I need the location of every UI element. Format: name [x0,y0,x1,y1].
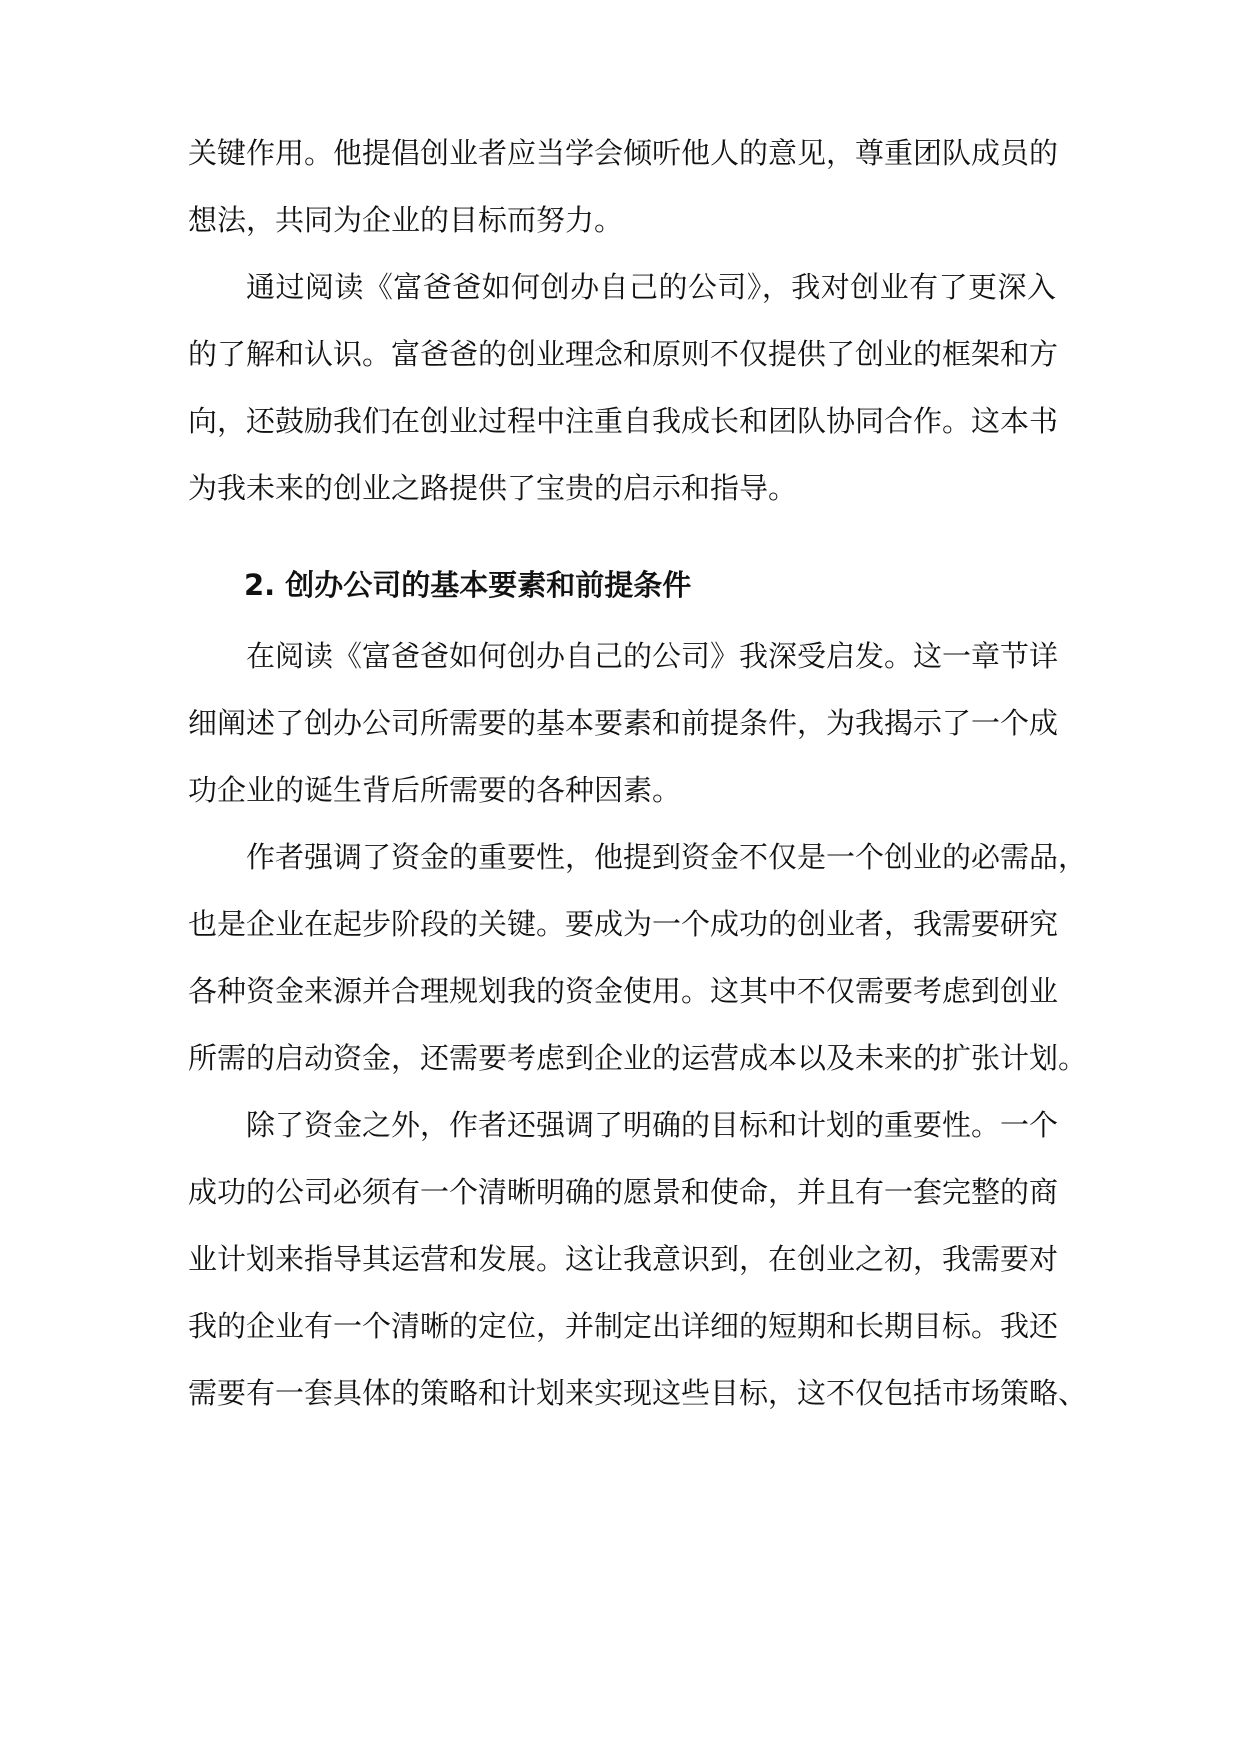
text-line: 成功的公司必须有一个清晰明确的愿景和使命，并且有一套完整的商 [188,1175,1059,1209]
text-line: 细阐述了创办公司所需要的基本要素和前提条件，为我揭示了一个成 [188,706,1059,740]
text-line: 作者强调了资金的重要性，他提到资金不仅是一个创业的必需品， [246,840,1088,874]
text-line: 所需的启动资金，还需要考虑到企业的运营成本以及未来的扩张计划。 [188,1041,1088,1075]
text-line: 也是企业在起步阶段的关键。要成为一个成功的创业者，我需要研究 [188,907,1059,941]
text-line: 功企业的诞生背后所需要的各种因素。 [188,773,682,807]
text-line: 关键作用。他提倡创业者应当学会倾听他人的意见，尊重团队成员的 [188,136,1059,170]
text-line: 通过阅读《富爸爸如何创办自己的公司》，我对创业有了更深入 [246,270,1056,304]
text-line: 为我未来的创业之路提供了宝贵的启示和指导。 [188,471,798,505]
text-line: 我的企业有一个清晰的定位，并制定出详细的短期和长期目标。我还 [188,1309,1059,1343]
text-line: 想法，共同为企业的目标而努力。 [188,203,624,237]
text-line: 在阅读《富爸爸如何创办自己的公司》我深受启发。这一章节详 [246,639,1059,673]
text-line: 除了资金之外，作者还强调了明确的目标和计划的重要性。一个 [246,1108,1059,1142]
text-line: 业计划来指导其运营和发展。这让我意识到，在创业之初，我需要对 [188,1242,1059,1276]
text-line: 需要有一套具体的策略和计划来实现这些目标，这不仅包括市场策略、 [188,1376,1088,1410]
text-line: 各种资金来源并合理规划我的资金使用。这其中不仅需要考虑到创业 [188,974,1059,1008]
text-line: 的了解和认识。富爸爸的创业理念和原则不仅提供了创业的框架和方 [188,337,1059,371]
text-line: 向，还鼓励我们在创业过程中注重自我成长和团队协同合作。这本书 [188,404,1059,438]
section-heading: 2. 创办公司的基本要素和前提条件 [244,568,692,602]
